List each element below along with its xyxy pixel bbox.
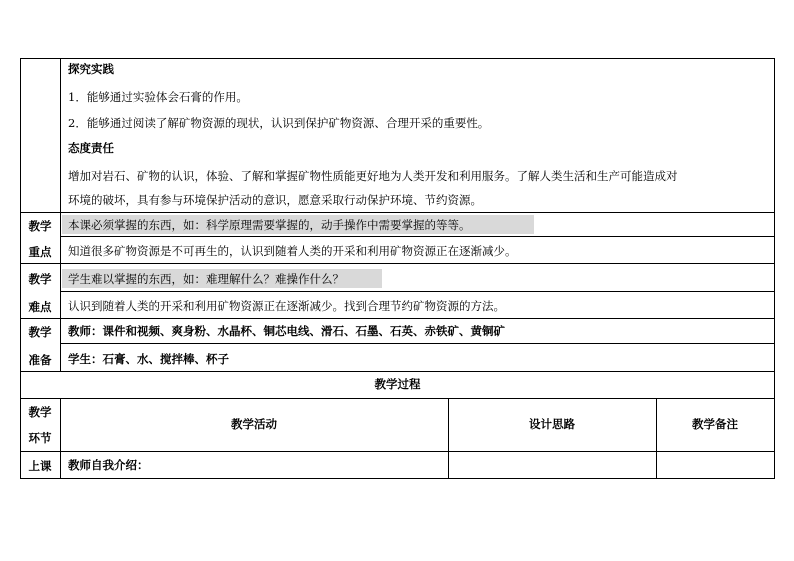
divider xyxy=(20,263,775,264)
col-header-stage: 教学 xyxy=(28,405,52,419)
divider xyxy=(20,212,775,213)
table-border-top xyxy=(20,58,775,59)
divider xyxy=(60,236,775,237)
label-column-divider xyxy=(60,58,61,371)
focus-label: 重点 xyxy=(28,245,52,259)
divider xyxy=(60,343,775,344)
difficulty-label: 教学 xyxy=(28,272,52,286)
difficulty-hint: 学生难以掌握的东西，如：难理解什么？难操作什么？ xyxy=(68,272,344,286)
objective-line: 2．能够通过阅读了解矿物资源的现状，认识到保护矿物资源、合理开采的重要性。 xyxy=(68,116,490,130)
table-border-bottom xyxy=(20,478,775,479)
lesson-plan-table xyxy=(20,58,775,479)
divider xyxy=(20,318,775,319)
prep-label: 教学 xyxy=(28,325,52,339)
focus-hint: 本课必须掌握的东西，如：科学原理需要掌握的，动手操作中需要掌握的等等。 xyxy=(68,218,471,232)
focus-content: 知道很多矿物资源是不可再生的，认识到随着人类的开采和利用矿物资源正在逐渐减少。 xyxy=(68,244,517,258)
col-header-design: 设计思路 xyxy=(529,417,575,431)
difficulty-label: 难点 xyxy=(28,300,52,314)
difficulty-content: 认识到随着人类的开采和利用矿物资源正在逐渐减少。找到合理节约矿物资源的方法。 xyxy=(68,299,505,313)
stage-cell: 上课 xyxy=(28,459,52,473)
section-title-attitude: 态度责任 xyxy=(68,141,114,155)
attitude-paragraph-line: 增加对岩石、矿物的认识，体验、了解和掌握矿物性质能更好地为人类开发和利用服务。了解人类生活和生产可能造成对 xyxy=(68,169,678,183)
col-header-stage: 环节 xyxy=(28,431,52,445)
col-header-activity: 教学活动 xyxy=(231,417,277,431)
divider xyxy=(20,451,775,452)
prep-student: 学生：石膏、水、搅拌棒、杯子 xyxy=(68,352,229,366)
process-title: 教学过程 xyxy=(374,377,421,391)
attitude-paragraph-line: 环境的破坏，具有参与环境保护活动的意识，愿意采取行动保护环境、节约资源。 xyxy=(68,193,482,207)
divider xyxy=(20,398,775,399)
col-header-notes: 教学备注 xyxy=(692,417,738,431)
prep-label: 准备 xyxy=(28,353,52,367)
divider xyxy=(20,371,775,372)
design-column-divider xyxy=(656,398,657,478)
objective-line: 1．能够通过实验体会石膏的作用。 xyxy=(68,90,248,104)
activity-column-divider xyxy=(448,398,449,478)
activity-cell: 教师自我介绍： xyxy=(68,458,149,472)
section-title-inquiry: 探究实践 xyxy=(68,62,114,76)
focus-label: 教学 xyxy=(28,219,52,233)
table-border-right xyxy=(774,58,775,479)
prep-teacher: 教师：课件和视频、爽身粉、水晶杯、铜芯电线、滑石、石墨、石英、赤铁矿、黄铜矿 xyxy=(68,324,505,338)
divider xyxy=(60,291,775,292)
stage-column-divider xyxy=(60,398,61,478)
